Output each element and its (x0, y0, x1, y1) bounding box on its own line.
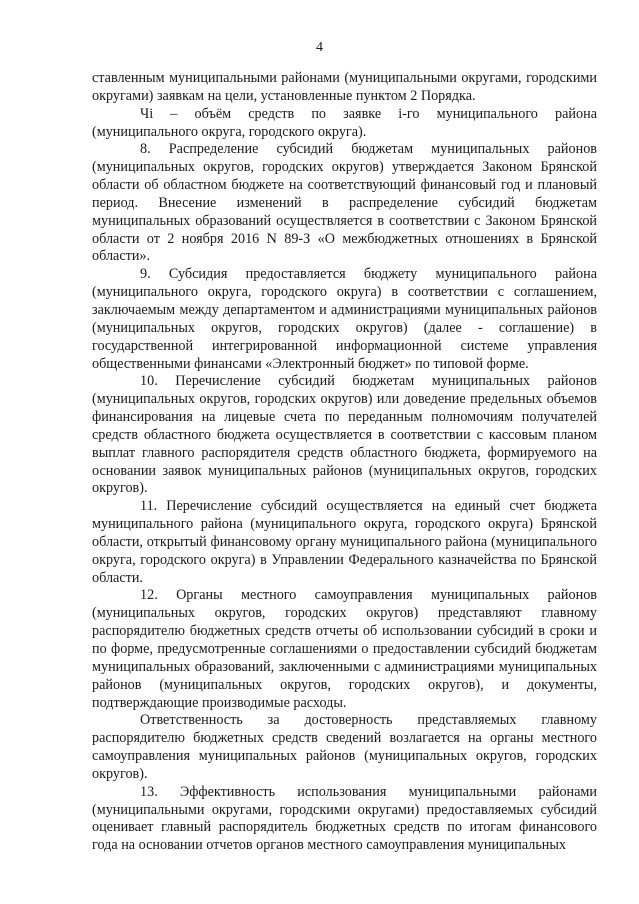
paragraph-item-11: 11. Перечисление субсидий осуществляется на единый счет бюджета муниципального района (муниципального округа, городского округа) Брянской области, открытый финансовому органу муниципального района (муниципального округа, городского округа) в Управлении Федерального казначейства по Брянской области. (92, 498, 597, 586)
paragraph-item-13: 13. Эффективность использования муниципальными районами (муниципальными округами, городскими округами) предоставляемых субсидий оценивает главный распорядитель бюджетных средств по итогам финансового года на основании отчетов органов местного самоуправления муниципальных (92, 783, 597, 854)
paragraph-responsibility: Ответственность за достоверность представляемых главному распорядителю бюджетных средств сведений возлагается на органы местного самоуправления муниципальных районов (муниципальных округов, городских округов). (92, 712, 597, 782)
paragraph-item-8: 8. Распределение субсидий бюджетам муниципальных районов (муниципальных округов, городских округов) утверждается Законом Брянской области об областном бюджете на соответствующий финансовый год и плановый период. Внесение изменений в распределение субсидий бюджетам муниципальных образований осуществляется в соответствии с Законом Брянской области от 2 ноября 2016 N 89-З «О межбюджетных отношениях в Брянской области». (92, 141, 597, 265)
paragraph-item-12: 12. Органы местного самоуправления муниципальных районов (муниципальных округов, городских округов) представляют главному распорядителю бюджетных средств отчеты об использовании субсидий в сроки и по форме, предусмотренные соглашениями о предоставлении субсидий бюджетам муниципальных образований, заключенными с администрациями муниципальных районов (муниципальных округов, городских округов), и документы, подтверждающие производимые расходы. (92, 587, 597, 711)
page-number: 4 (316, 40, 323, 55)
document-body (92, 70, 597, 855)
paragraph-item-10: 10. Перечисление субсидий бюджетам муниципальных районов (муниципальных округов, городских округов) или доведение предельных объемов финансирования на лицевые счета по переданным полномочиям получателей средств областного бюджета осуществляется в соответствии с кассовым планом выплат главного распорядителя средств областного бюджета, формируемого на основании заявок муниципальных районов (муниципальных округов, городских округов). (92, 373, 597, 497)
paragraph-item-9: 9. Субсидия предоставляется бюджету муниципального района (муниципального округа, городского округа) в соответствии с соглашением, заключаемым между департаментом и администрациями муниципальных районов (муниципальных округов, городских округов) (далее - соглашение) в государственной интегрированной информационной системе управления общественными финансами «Электронный бюджет» по типовой форме. (92, 266, 597, 372)
paragraph-continuation: ставленным муниципальными районами (муниципальными округами, городскими округами) заявкам на цели, установленные пунктом 2 Порядка. (92, 70, 597, 104)
paragraph-formula-definition: Чі – объём средств по заявке i-го муниципального района (муниципального округа, городского округа). (92, 105, 597, 140)
